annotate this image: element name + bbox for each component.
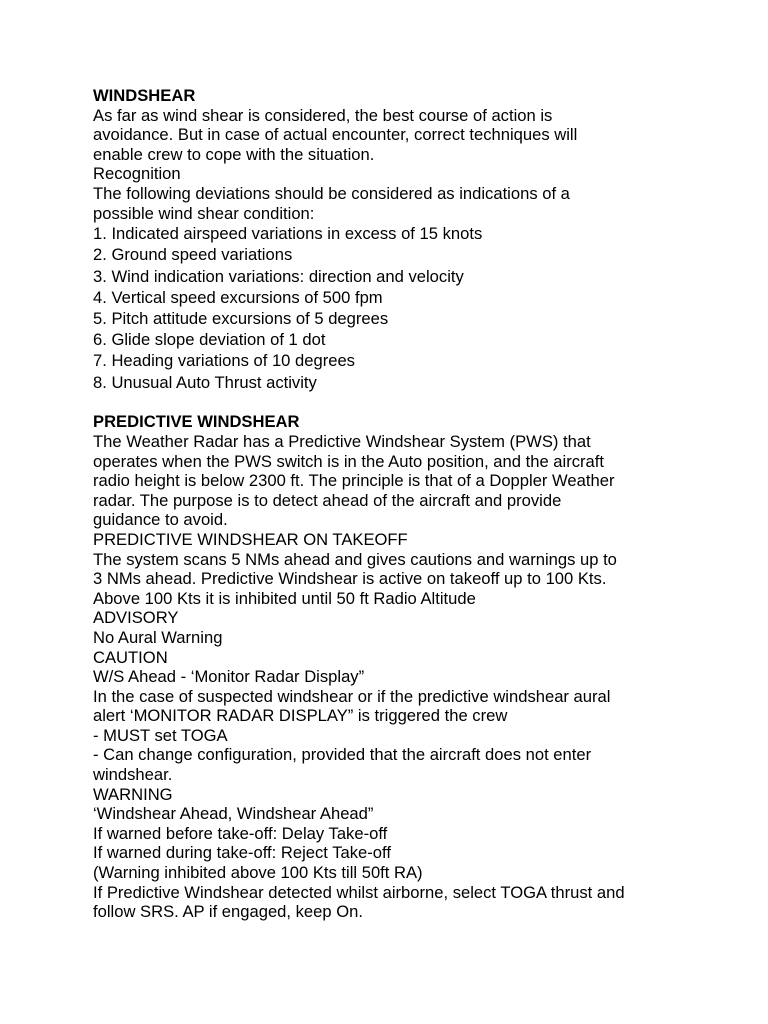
body-line: The system scans 5 NMs ahead and gives cautions and warnings up to xyxy=(93,549,617,569)
subheading-warning: WARNING xyxy=(93,784,173,804)
body-line: - Can change configuration, provided that the aircraft does not enter xyxy=(93,745,592,765)
body-line: - MUST set TOGA xyxy=(93,725,228,745)
body-line: guidance to avoid. xyxy=(93,510,228,530)
recognition-text xyxy=(93,184,733,223)
body-line: If warned during take-off: Reject Take-off xyxy=(93,843,391,863)
section-spacer xyxy=(93,393,733,413)
body-line: No Aural Warning xyxy=(93,627,223,647)
intro-line: avoidance. But in case of actual encounter, correct techniques will xyxy=(93,125,578,145)
predictive-windshear-heading: PREDICTIVE WINDSHEAR xyxy=(93,412,300,432)
body-line: If warned before take-off: Delay Take-off xyxy=(93,823,388,843)
subheading-caution: CAUTION xyxy=(93,647,168,667)
deviation-list xyxy=(93,223,733,393)
windshear-intro xyxy=(93,106,733,165)
body-line: radar. The purpose is to detect ahead of the aircraft and provide xyxy=(93,490,562,510)
body-line: radio height is below 2300 ft. The principle is that of a Doppler Weather xyxy=(93,471,615,491)
body-line: ‘Windshear Ahead, Windshear Ahead” xyxy=(93,804,374,824)
body-line: alert ‘MONITOR RADAR DISPLAY” is triggered the crew xyxy=(93,706,508,726)
intro-line: As far as wind shear is considered, the best course of action is xyxy=(93,105,553,125)
recognition-label: Recognition xyxy=(93,164,181,184)
body-line: If Predictive Windshear detected whilst airborne, select TOGA thrust and xyxy=(93,882,625,902)
list-item: 3. Wind indication variations: direction and velocity xyxy=(93,266,464,286)
body-line: W/S Ahead - ‘Monitor Radar Display” xyxy=(93,667,365,687)
body-line: operates when the PWS switch is in the Auto position, and the aircraft xyxy=(93,451,604,471)
body-line: 3 NMs ahead. Predictive Windshear is active on takeoff up to 100 Kts. xyxy=(93,569,607,589)
windshear-heading: WINDSHEAR xyxy=(93,86,196,105)
list-item: 2. Ground speed variations xyxy=(93,245,293,265)
intro-line: enable crew to cope with the situation. xyxy=(93,144,375,164)
recognition-line: possible wind shear condition: xyxy=(93,203,315,223)
list-item: 1. Indicated airspeed variations in excess of 15 knots xyxy=(93,224,483,244)
body-line: In the case of suspected windshear or if the predictive windshear aural xyxy=(93,686,611,706)
body-line: windshear. xyxy=(93,765,173,785)
list-item: 7. Heading variations of 10 degrees xyxy=(93,351,355,371)
recognition-line: The following deviations should be considered as indications of a xyxy=(93,183,570,203)
body-line: follow SRS. AP if engaged, keep On. xyxy=(93,902,363,922)
body-line: The Weather Radar has a Predictive Windshear System (PWS) that xyxy=(93,431,591,451)
predictive-windshear-body xyxy=(93,432,733,922)
body-line: (Warning inhibited above 100 Kts till 50ft RA) xyxy=(93,863,423,883)
subheading-advisory: ADVISORY xyxy=(93,608,179,628)
list-item: 6. Glide slope deviation of 1 dot xyxy=(93,330,326,350)
body-line: Above 100 Kts it is inhibited until 50 ft Radio Altitude xyxy=(93,588,476,608)
list-item: 8. Unusual Auto Thrust activity xyxy=(93,372,317,392)
subheading-takeoff: PREDICTIVE WINDSHEAR ON TAKEOFF xyxy=(93,529,408,549)
list-item: 5. Pitch attitude excursions of 5 degrees xyxy=(93,308,389,328)
list-item: 4. Vertical speed excursions of 500 fpm xyxy=(93,287,383,307)
document-page xyxy=(93,86,733,922)
